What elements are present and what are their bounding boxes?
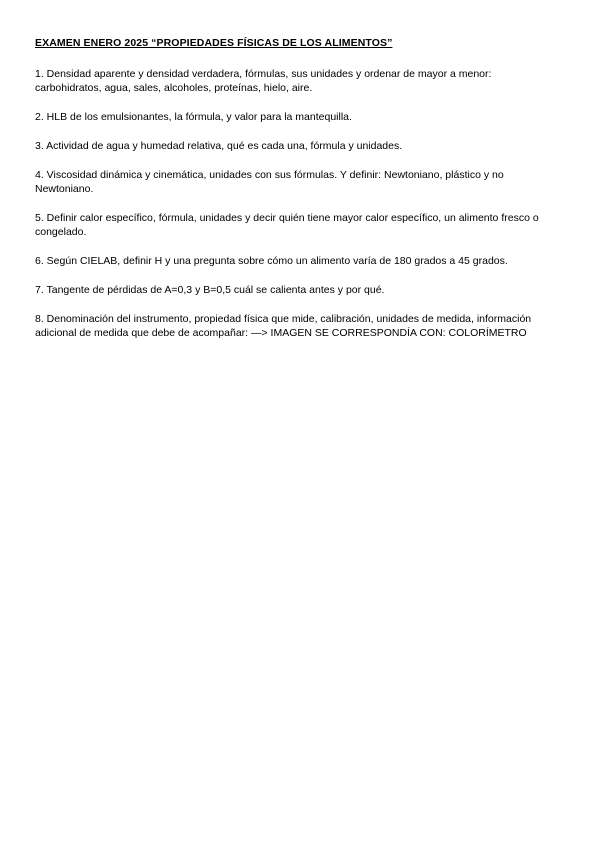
question-7: 7. Tangente de pérdidas de A=0,3 y B=0,5 cuál se calienta antes y por qué. <box>35 284 385 296</box>
question-3: 3. Actividad de agua y humedad relativa, qué es cada una, fórmula y unidades. <box>35 140 403 152</box>
question-2: 2. HLB de los emulsionantes, la fórmula, y valor para la mantequilla. <box>35 111 352 123</box>
question-4: 4. Viscosidad dinámica y cinemática, unidades con sus fórmulas. Y definir: Newtoniano, plástico y no Newtoniano. <box>35 169 504 195</box>
question-5: 5. Definir calor específico, fórmula, unidades y decir quién tiene mayor calor específico, un alimento fresco o congelado. <box>35 212 539 238</box>
question-6: 6. Según CIELAB, definir H y una pregunta sobre cómo un alimento varía de 180 grados a 45 grados. <box>35 255 508 267</box>
exam-title: EXAMEN ENERO 2025 “PROPIEDADES FÍSICAS DE LOS ALIMENTOS” <box>35 37 393 49</box>
question-1: 1. Densidad aparente y densidad verdadera, fórmulas, sus unidades y ordenar de mayor a menor: carbohidratos, agua, sales, alcoholes, proteínas, hielo, aire. <box>35 68 492 94</box>
question-8: 8. Denominación del instrumento, propiedad física que mide, calibración, unidades de medida, información adicional de medida que debe de acompañar: —> IMAGEN SE CORRESPONDÍA CON: COLORÍMETRO <box>35 313 532 339</box>
